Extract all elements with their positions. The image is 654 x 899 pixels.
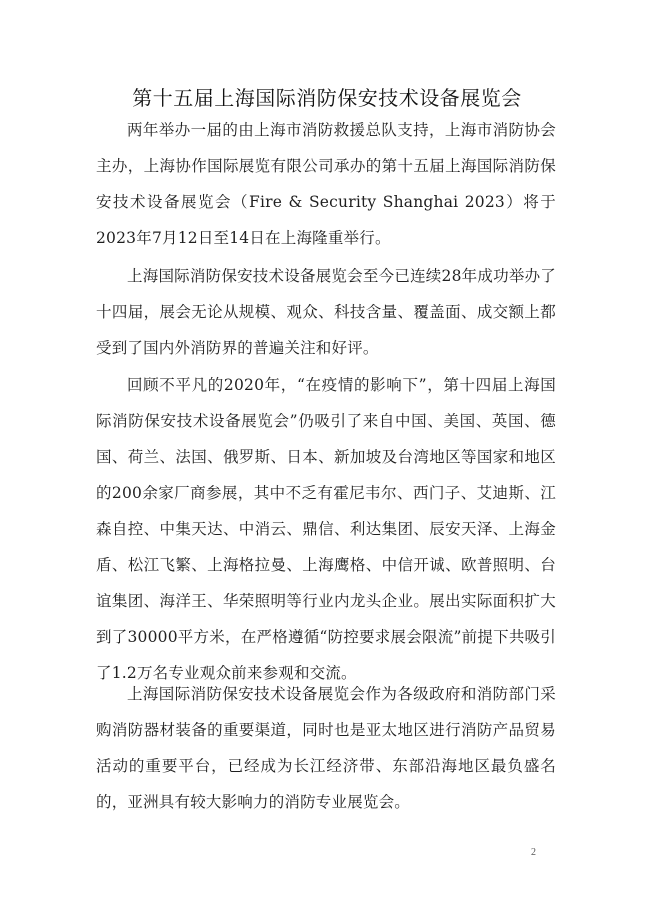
paragraph-significance: 上海国际消防保安技术设备展览会作为各级政府和消防部门采购消防器材装备的重要渠道，同时也是亚太地区进行消防产品贸易活动的重要平台，已经成为长江经济带、东部沿海地区最负盛名的，亚洲具有较大影响力的消防专业展览会。 [96, 685, 556, 811]
paragraph-review-2020: 回顾不平凡的2020年，“在疫情的影响下”，第十四届上海国际消防保安技术设备展览会”仍吸引了来自中国、美国、英国、德国、荷兰、法国、俄罗斯、日本、新加坡及台湾地区等国家和地区的200余家厂商参展，其中不乏有霍尼韦尔、西门子、艾迪斯、江森自控、中集天达、中消云、鼎信、利达集团、辰安天泽、上海金盾、松江飞繁、上海格拉曼、上海鹰格、中信开诚、欧普照明、台谊集团、海洋王、华荣照明等行业内龙头企业。展出实际面积扩大到了30000平方米，在严格遵循“防控要求展会限流”前提下共吸引了1.2万名专业观众前来参观和交流。 [96, 376, 556, 682]
page-number: 2 [531, 847, 536, 858]
paragraph-intro: 两年举办一届的由上海市消防救援总队支持，上海市消防协会主办，上海协作国际展览有限公司承办的第十五届上海国际消防保安技术设备展览会（Fire & Security Shanghai 2023）将于2023年7月12日至14日在上海隆重举行。 [96, 121, 556, 247]
paragraph-history: 上海国际消防保安技术设备展览会至今已连续28年成功举办了十四届，展会无论从规模、观众、科技含量、覆盖面、成交额上都受到了国内外消防界的普遍关注和好评。 [96, 267, 556, 357]
document-title: 第十五届上海国际消防保安技术设备展览会 [132, 86, 522, 110]
